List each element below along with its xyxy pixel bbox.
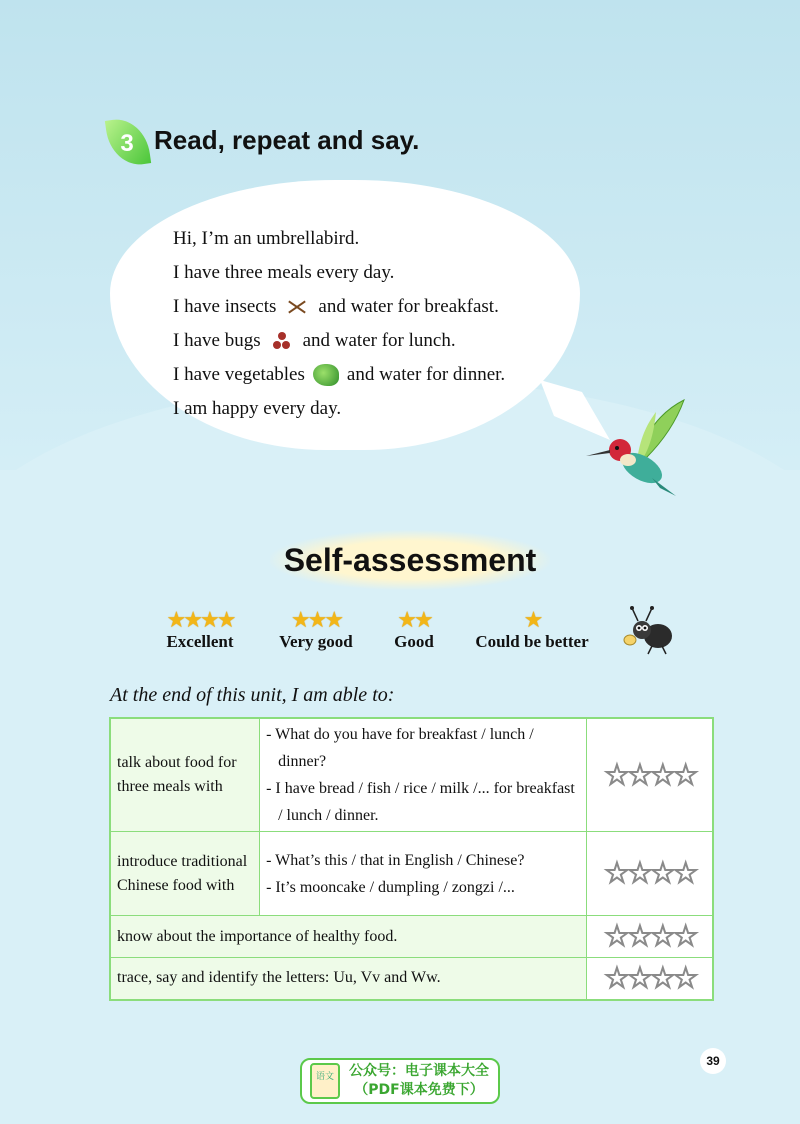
book-icon-label: 语文 bbox=[316, 1071, 335, 1081]
rating-stars-icon[interactable]: ☆☆☆☆ bbox=[603, 758, 696, 792]
rating-stars-icon[interactable]: ☆☆☆☆ bbox=[603, 857, 696, 890]
assessment-table bbox=[109, 717, 714, 1001]
table-row bbox=[110, 832, 713, 916]
poem-line bbox=[173, 358, 505, 392]
section-number: 3 bbox=[120, 130, 134, 157]
poem-line bbox=[173, 222, 505, 256]
hummingbird-illustration bbox=[580, 392, 690, 502]
section-heading bbox=[106, 112, 419, 168]
skill-cell: know about the importance of healthy food. bbox=[110, 916, 586, 958]
poem-line bbox=[173, 256, 505, 290]
gold-stars-icon: ★★ bbox=[397, 607, 431, 632]
rating-stars-icon[interactable]: ☆☆☆☆ bbox=[603, 920, 696, 953]
legend-excellent bbox=[158, 607, 242, 652]
leaf-number-badge bbox=[106, 112, 150, 168]
language-cell bbox=[260, 718, 587, 832]
rating-cell bbox=[586, 832, 713, 916]
bug-icon bbox=[269, 330, 295, 352]
skill-cell: talk about food for three meals with bbox=[110, 718, 260, 832]
poem-line bbox=[173, 324, 505, 358]
assessment-intro: At the end of this unit, I am able to: bbox=[110, 684, 395, 706]
poem-line-text: I have bugs bbox=[173, 330, 261, 351]
page-number: 39 bbox=[700, 1048, 726, 1074]
skill-cell: introduce traditional Chinese food with bbox=[110, 832, 260, 916]
language-line: - What do you have for breakfast / lunch / dinner? bbox=[266, 726, 534, 770]
poem-line bbox=[173, 290, 505, 324]
gold-stars-icon: ★★★ bbox=[290, 607, 342, 632]
vegetables-icon bbox=[313, 364, 339, 386]
rating-stars-icon[interactable]: ☆☆☆☆ bbox=[603, 961, 696, 995]
watermark-stamp bbox=[300, 1058, 500, 1104]
language-line: - It’s mooncake / dumpling / zongzi /... bbox=[266, 878, 515, 896]
language-cell bbox=[260, 832, 587, 916]
gold-stars-icon: ★★★★ bbox=[166, 607, 234, 632]
self-assessment-title: Self-assessment bbox=[283, 542, 537, 578]
rating-cell bbox=[586, 718, 713, 832]
rating-cell bbox=[586, 958, 713, 1000]
language-line: - What’s this / that in English / Chinese? bbox=[266, 851, 525, 869]
legend-good bbox=[384, 607, 444, 652]
rating-cell bbox=[586, 916, 713, 958]
poem-line-text: I am happy every day. bbox=[173, 398, 342, 419]
poem-line-text: Hi, I’m an umbrellabird. bbox=[173, 228, 360, 249]
stamp-line: 公众号：电子课本大全 bbox=[349, 1063, 489, 1079]
book-icon bbox=[310, 1063, 340, 1099]
poem-line bbox=[173, 392, 505, 426]
poem-line-text: I have vegetables bbox=[173, 364, 305, 385]
legend-label: Could be better bbox=[475, 632, 589, 651]
legend-label: Very good bbox=[279, 632, 353, 651]
poem-text bbox=[173, 222, 505, 426]
table-row bbox=[110, 718, 713, 832]
self-assessment-banner bbox=[270, 530, 550, 590]
table-row bbox=[110, 958, 713, 1000]
ant-mascot-illustration bbox=[622, 604, 678, 656]
poem-line-text: and water for lunch. bbox=[302, 330, 456, 351]
legend-label: Excellent bbox=[166, 632, 234, 651]
legend-could-be-better bbox=[466, 607, 598, 652]
legend-label: Good bbox=[394, 632, 434, 651]
section-title: Read, repeat and say. bbox=[154, 124, 420, 155]
poem-line-text: and water for dinner. bbox=[346, 364, 506, 385]
poem-line-text: I have three meals every day. bbox=[173, 262, 395, 283]
stamp-text bbox=[340, 1062, 498, 1100]
poem-line-text: and water for breakfast. bbox=[318, 296, 499, 317]
skill-cell: trace, say and identify the letters: Uu, Vv and Ww. bbox=[110, 958, 586, 1000]
table-row bbox=[110, 916, 713, 958]
insect-icon bbox=[284, 296, 310, 318]
poem-line-text: I have insects bbox=[173, 296, 277, 317]
language-line: - I have bread / fish / rice / milk /... for breakfast / lunch / dinner. bbox=[266, 780, 575, 824]
gold-stars-icon: ★ bbox=[523, 607, 541, 632]
stamp-line: （PDF课本免费下） bbox=[354, 1082, 484, 1098]
legend-very-good bbox=[272, 607, 360, 652]
